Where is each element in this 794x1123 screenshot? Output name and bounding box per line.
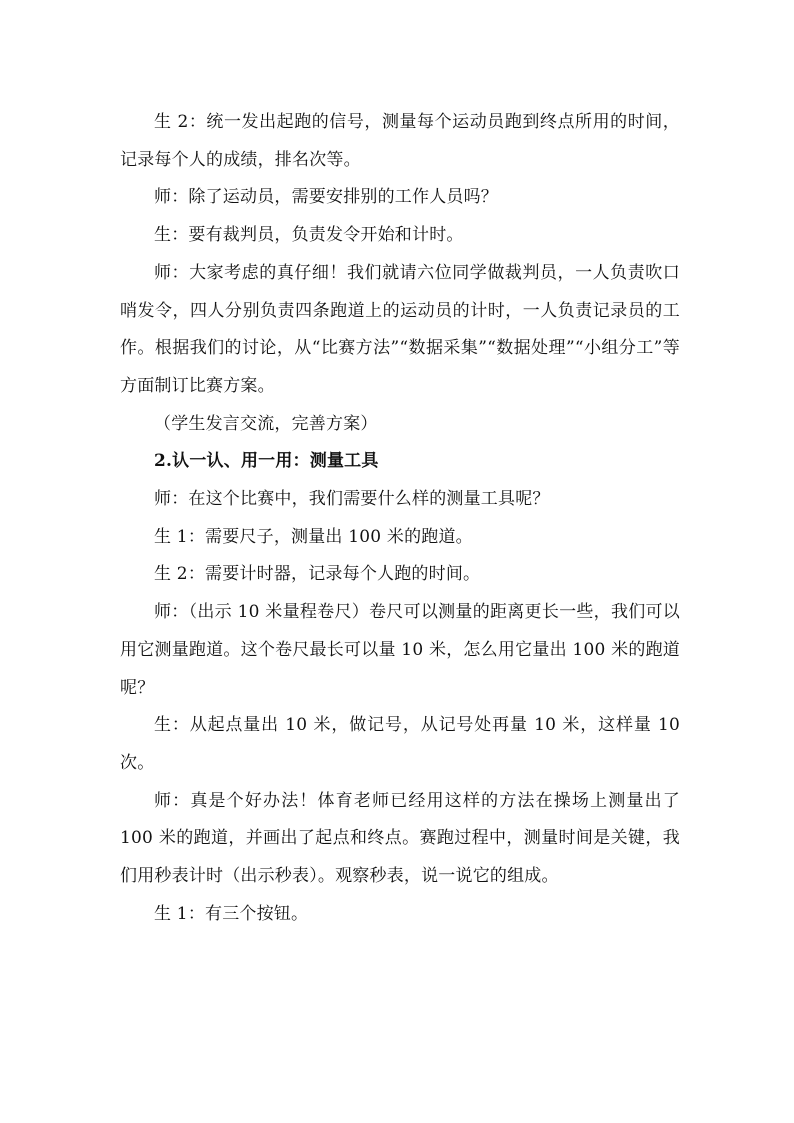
paragraph-student-discussion: （学生发言交流，完善方案） — [154, 413, 378, 434]
paragraph-student1-buttons: 生 1：有三个按钮。 — [154, 903, 309, 924]
paragraph-teacher-stopwatch: 师：真是个好办法！体育老师已经用这样的方法在操场上测量出了 100 米的跑道，并画出了起点和终点。赛跑过程中，测量时间是关键，我们用秒表计时（出示秒表）。观察秒表，说一说它的组成。 — [120, 790, 680, 887]
paragraph-teacher-plan: 师：大家考虑的真仔细！我们就请六位同学做裁判员，一人负责吹口哨发令，四人分别负责四条跑道上的运动员的计时，一人负责记录员的工作。根据我们的讨论，从“比赛方法”“数据采集”“数据处理”“小组分工”等方面制订比赛方案。 — [120, 262, 680, 396]
paragraph-teacher-tape-measure: 师：（出示 10 米量程卷尺）卷尺可以测量的距离更长一些，我们可以用它测量跑道。这个卷尺最长可以量 10 米，怎么用它量出 100 米的跑道呢？ — [120, 602, 680, 698]
paragraph-student1-ruler: 生 1：需要尺子，测量出 100 米的跑道。 — [154, 526, 473, 547]
section-heading-measuring-tools: 2.认一认、用一用：测量工具 — [154, 451, 379, 472]
paragraph-student2-signal: 生 2：统一发出起跑的信号，测量每个运动员跑到终点所用的时间，记录每个人的成绩，排名次等。 — [120, 112, 680, 170]
paragraph-student-method: 生：从起点量出 10 米，做记号，从记号处再量 10 米，这样量 10 次。 — [120, 715, 680, 773]
document-body — [120, 104, 680, 933]
paragraph-student-referee: 生：要有裁判员，负责发令开始和计时。 — [154, 225, 464, 246]
paragraph-student2-timer: 生 2：需要计时器，记录每个人跑的时间。 — [154, 564, 481, 585]
paragraph-teacher-staff-question: 师：除了运动员，需要安排别的工作人员吗？ — [154, 187, 498, 208]
paragraph-teacher-tools-question: 师：在这个比赛中，我们需要什么样的测量工具呢？ — [154, 489, 550, 510]
